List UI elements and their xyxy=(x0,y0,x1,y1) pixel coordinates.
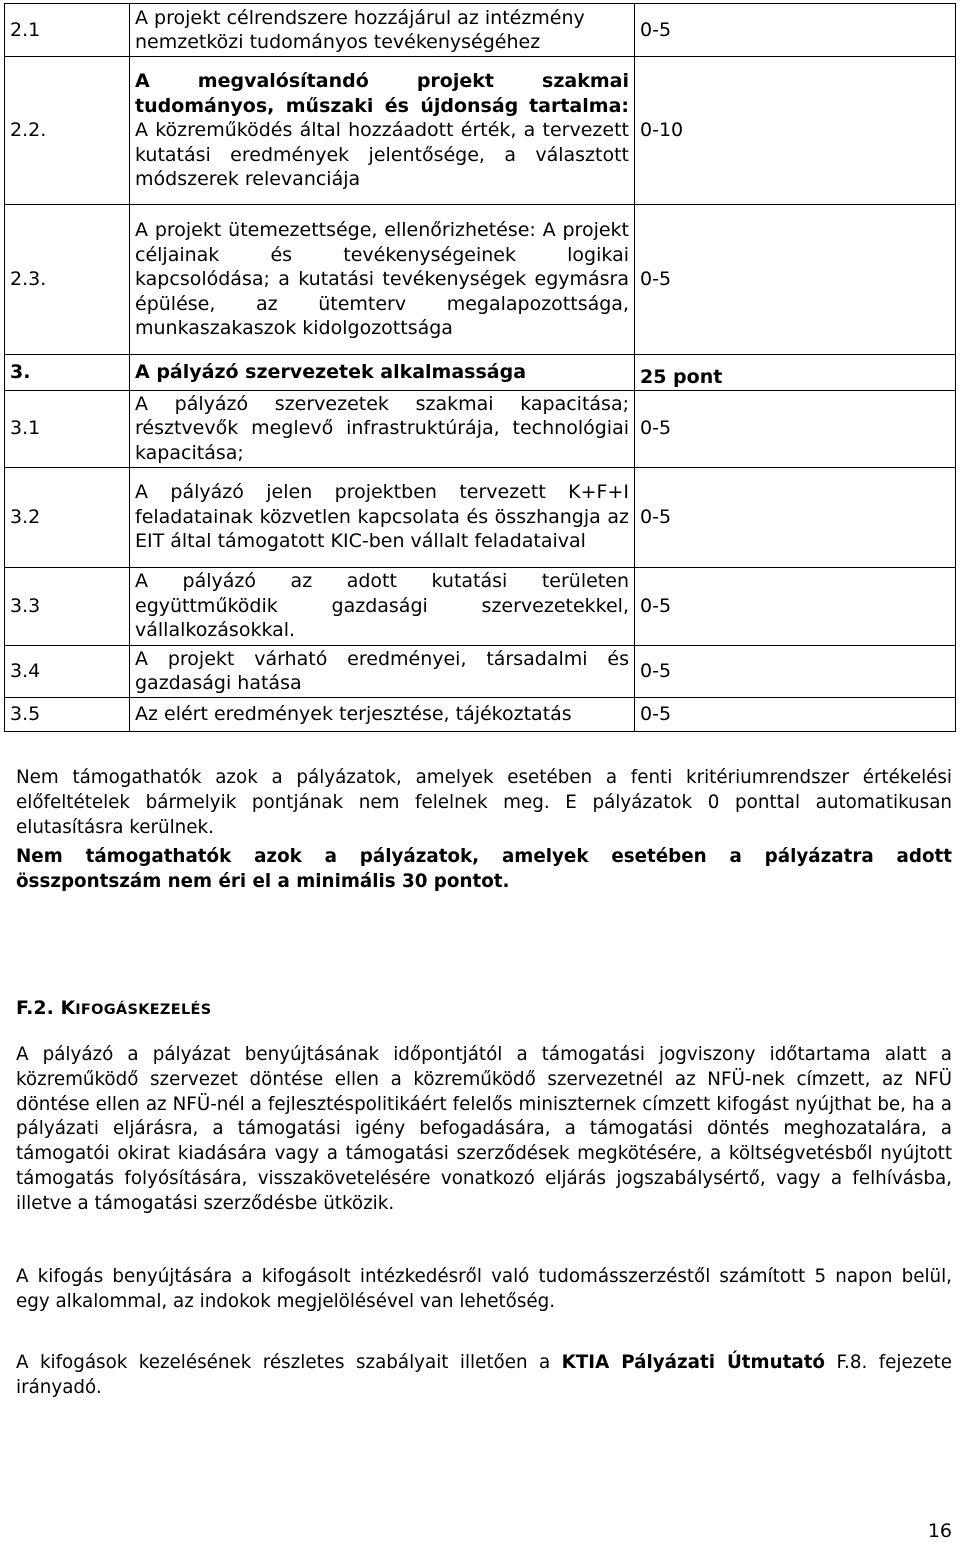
criterion-description: A projekt célrendszere hozzájárul az intézmény nemzetközi tudományos tevékenységéhez xyxy=(130,4,635,57)
criterion-label: tartalma: xyxy=(529,94,629,117)
criterion-score: 0-5 xyxy=(635,205,956,355)
table-row xyxy=(5,567,956,645)
deadline-paragraph: A kifogás benyújtására a kifogásolt intézkedésről való tudomásszerzéstől számított 5 napon belül, egy alkalommal, az indokok megjelölésével van lehetőség. xyxy=(16,1266,952,1312)
section-heading: F.2. KIFOGÁSKEZELÉS xyxy=(16,997,212,1019)
criterion-number: 2.3. xyxy=(5,205,130,355)
criterion-description: A projekt ütemezettsége, ellenőrizhetése: A projekt céljainak és tevékenységeinek logikai kapcsolódása; a kutatási tevékenységek egymásra épülése, az ütemterv megalapozottsága, munkaszakaszok kidolgozottsága xyxy=(130,205,635,355)
table-row xyxy=(5,57,956,205)
criterion-number: 3.4 xyxy=(5,645,130,697)
criterion-score: 0-5 xyxy=(635,467,956,567)
complaint-paragraph: A pályázó a pályázat benyújtásának időpontjától a támogatási jogviszony időtartama alatt a közreműködő szervezet döntése ellen a közreműködő szervezetnél az NFÜ-nek címzett, az NFÜ döntése ellen az NFÜ-nél a fejlesztéspolitikáért felelős miniszternek címzett kifogást nyújthat be, ha a pályázati eljárásra, a támogatási igény befogadására, a támogatási döntés meghozatalára, a támogatói okirat kiadására vagy a támogatási szerződések megkötésére, a költségvetésből nyújtott támogatás folyósítására, visszakövetelésére vonatkozó eljárás jogszabálysértő, vagy a felhívásba, illetve a támogatási szerződésbe ütközik. xyxy=(16,1044,952,1214)
criterion-description: A pályázó jelen projektben tervezett K+F+I feladatainak közvetlen kapcsolata és összhangja az EIT által támogatott KIC-ben vállalt feladataival xyxy=(130,467,635,567)
evaluation-criteria-table xyxy=(4,3,956,732)
table-row xyxy=(5,390,956,467)
section-title: A pályázó szervezetek alkalmassága xyxy=(130,355,635,391)
criterion-label: A megvalósítandó projekt szakmai xyxy=(135,70,629,93)
criterion-score: 0-5 xyxy=(635,390,956,467)
criterion-score: 0-10 xyxy=(635,57,956,205)
minimum-score-paragraph: Nem támogathatók azok a pályázatok, amelyek esetében a pályázatra adott összpontszám nem éri el a minimális 30 pontot. xyxy=(16,846,952,892)
table-row xyxy=(5,205,956,355)
criterion-description: A pályázó az adott kutatási területen együttműködik gazdasági szervezetekkel, vállalkozásokkal. xyxy=(130,567,635,645)
criterion-score: 0-5 xyxy=(635,567,956,645)
table-row xyxy=(5,467,956,567)
page-number: 16 xyxy=(927,1520,952,1542)
criterion-description: A projekt várható eredményei, társadalmi és gazdasági hatása xyxy=(130,645,635,697)
section-row xyxy=(5,355,956,391)
criterion-score: 0-5 xyxy=(635,645,956,697)
table-row xyxy=(5,645,956,697)
criterion-number: 2.2. xyxy=(5,57,130,205)
criterion-number: 3.1 xyxy=(5,390,130,467)
criterion-description: A megvalósítandó projekt szakmai tudományos, műszaki és újdonság tartalma: A közreműködés által hozzáadott érték, a tervezett kutatási eredmények jelentősége, a választott módszerek relevanciája xyxy=(130,57,635,205)
criterion-number: 3.5 xyxy=(5,697,130,731)
criterion-label: tudományos, műszaki és újdonság xyxy=(135,94,519,117)
guide-reference: KTIA Pályázati Útmutató xyxy=(561,1352,825,1373)
ineligibility-paragraph: Nem támogathatók azok a pályázatok, amelyek esetében a fenti kritériumrendszer értékelési előfeltételek bármelyik pontjának nem felelnek meg. E pályázatok 0 ponttal automatikusan elutasításra kerülnek. xyxy=(16,767,952,838)
criterion-number: 3.2 xyxy=(5,467,130,567)
table-row xyxy=(5,4,956,57)
rules-reference-paragraph: A kifogások kezelésének részletes szabályait illetően a KTIA Pályázati Útmutató F.8. fejezete irányadó. xyxy=(16,1352,952,1398)
criterion-score: 0-5 xyxy=(635,697,956,731)
criterion-score: 0-5 xyxy=(635,4,956,57)
table-row xyxy=(5,697,956,731)
section-points: 25 pont xyxy=(635,355,956,391)
criterion-number: 2.1 xyxy=(5,4,130,57)
section-number: 3. xyxy=(5,355,130,391)
criterion-description: Az elért eredmények terjesztése, tájékoztatás xyxy=(130,697,635,731)
criterion-number: 3.3 xyxy=(5,567,130,645)
criterion-description: A pályázó szervezetek szakmai kapacitása; résztvevők meglevő infrastruktúrája, technológiai kapacitása; xyxy=(130,390,635,467)
